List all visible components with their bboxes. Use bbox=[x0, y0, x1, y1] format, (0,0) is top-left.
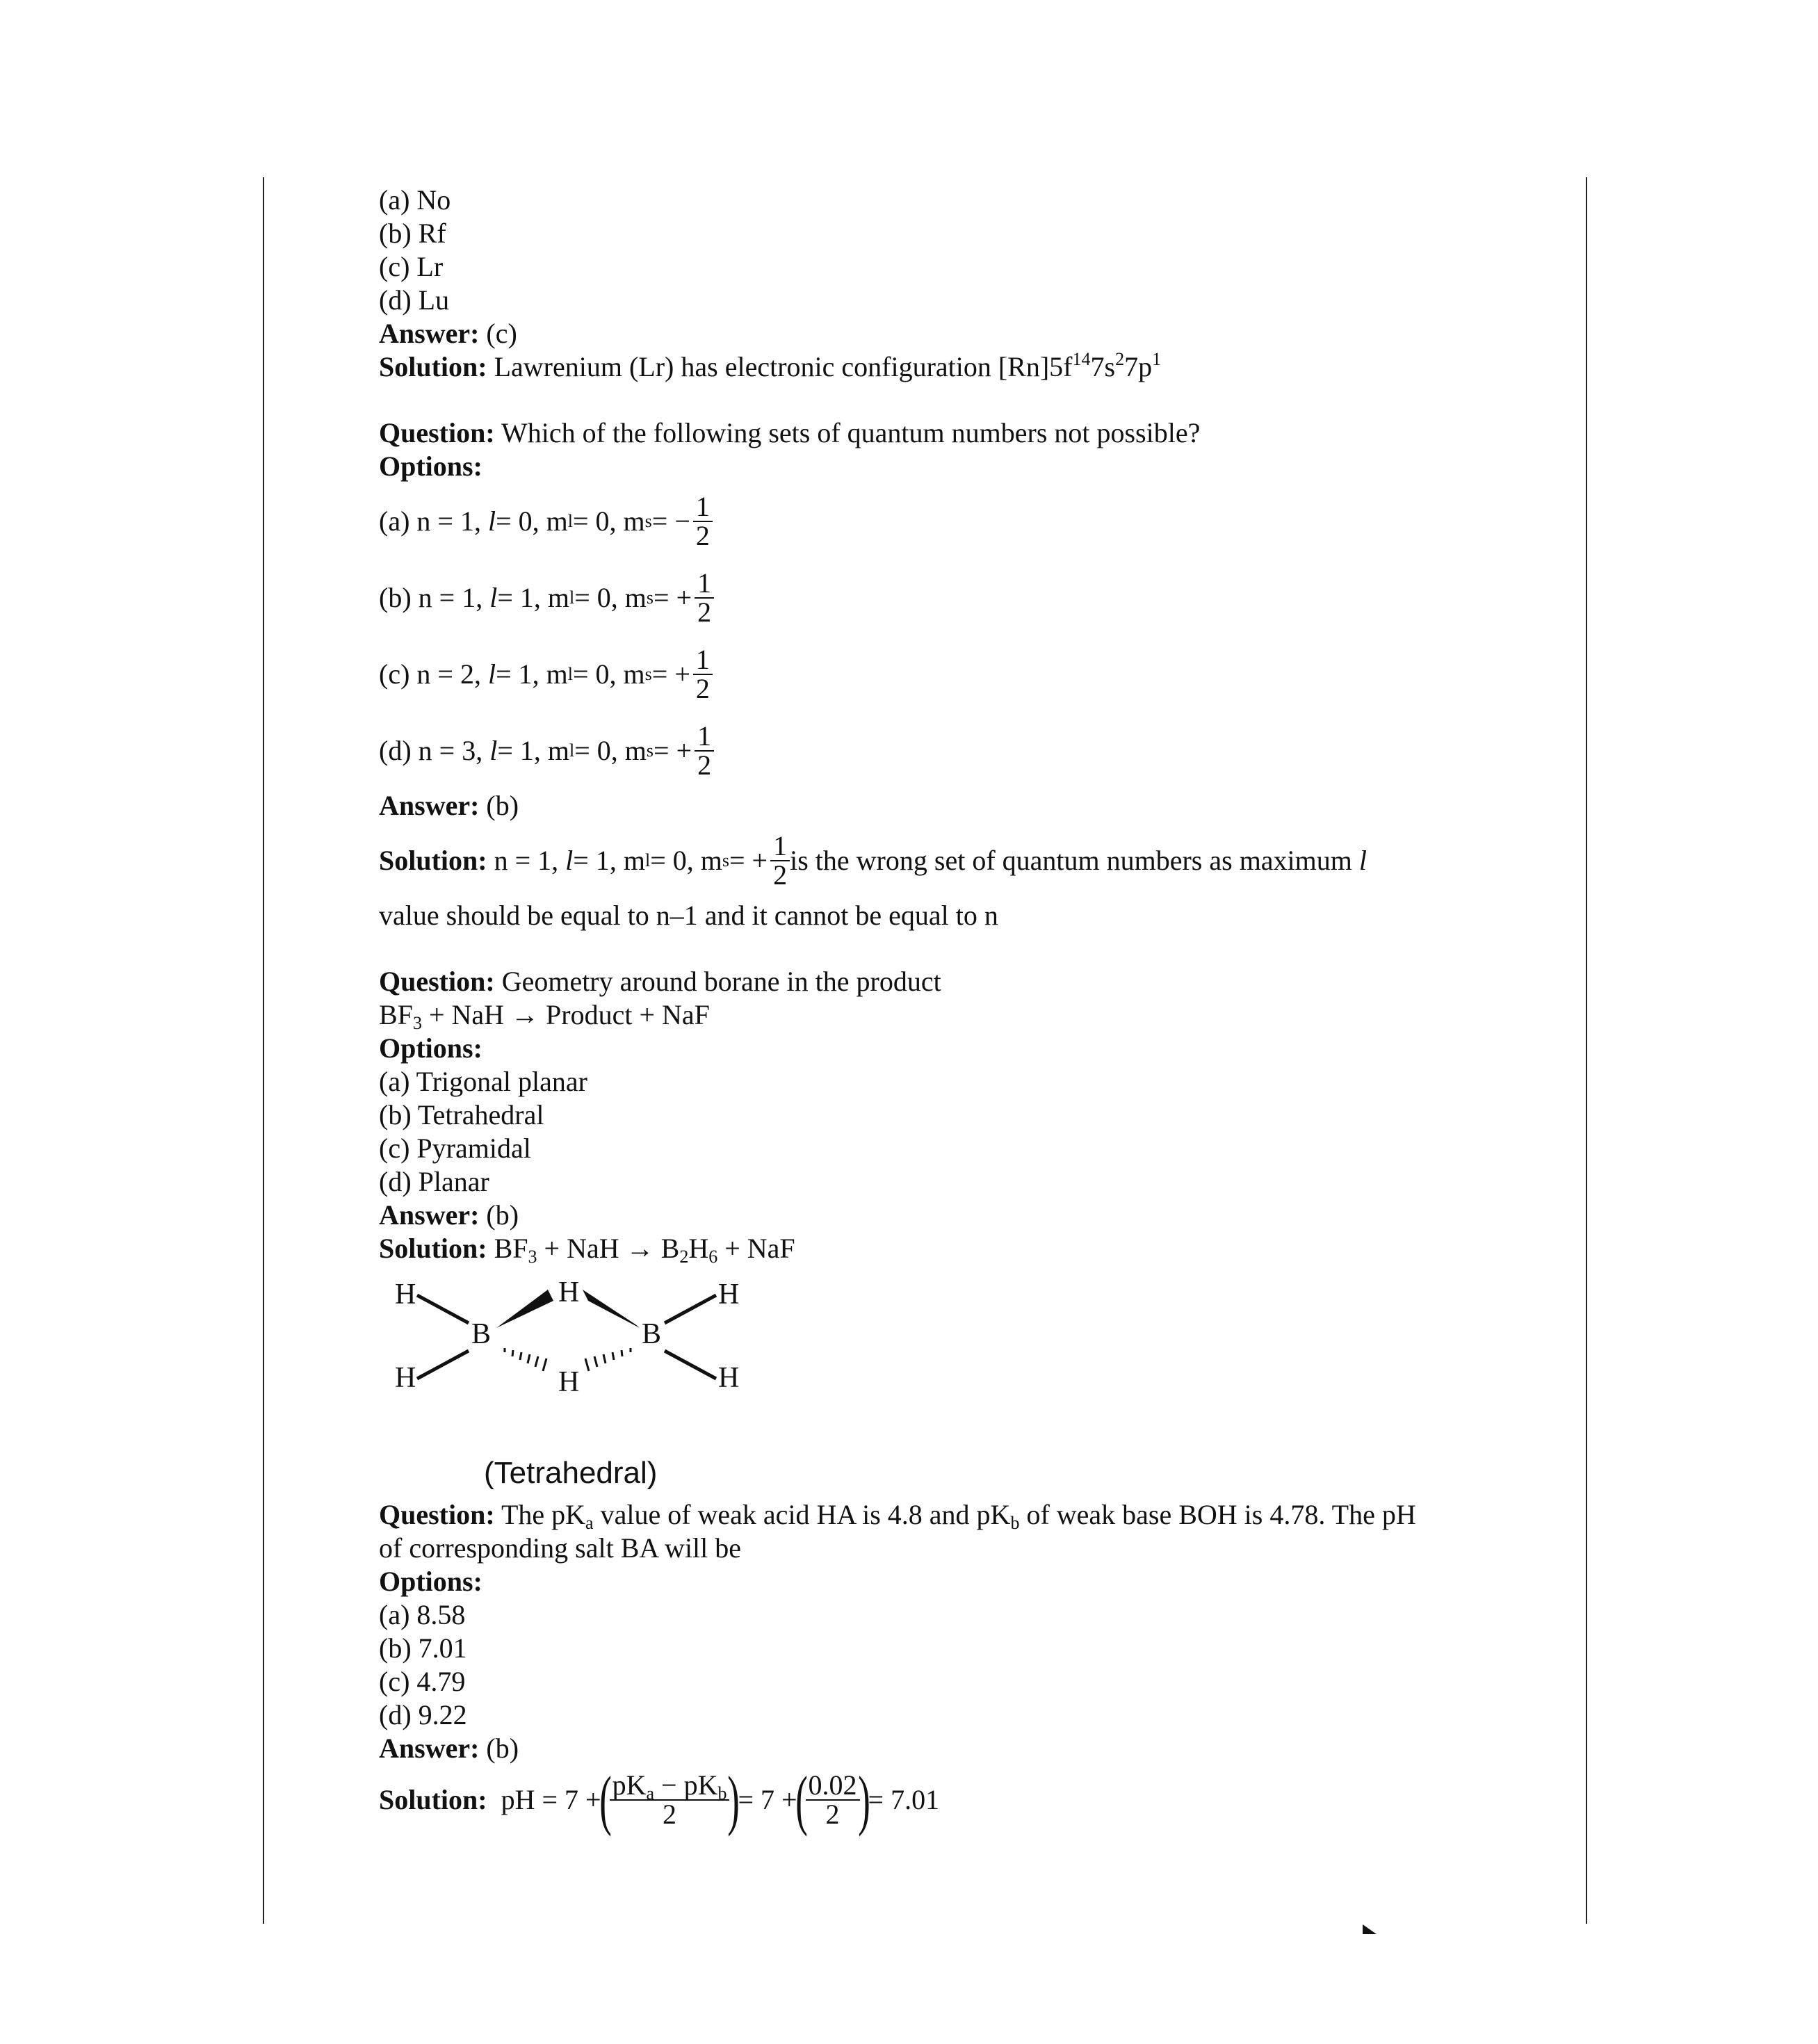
atom-h-top-left: H bbox=[395, 1279, 416, 1311]
q2-question: Question: Which of the following sets of quantum numbers not possible? bbox=[379, 417, 1201, 448]
q4-option-d: (d) 9.22 bbox=[379, 1699, 467, 1730]
diborane-structure bbox=[381, 1262, 833, 1498]
q2-options-label: Options: bbox=[379, 451, 482, 482]
q1-answer: Answer: (c) bbox=[379, 318, 517, 349]
q4-option-b: (b) 7.01 bbox=[379, 1632, 467, 1664]
atom-h-bridge-top: H bbox=[558, 1276, 580, 1308]
atom-b-right: B bbox=[642, 1318, 662, 1350]
q3-option-a: (a) Trigonal planar bbox=[379, 1066, 587, 1097]
q2-solution-line2: value should be equal to n–1 and it cannot be equal to n bbox=[379, 900, 998, 931]
q4-option-c: (c) 4.79 bbox=[379, 1666, 466, 1697]
q2-option-a: (a) n = 1, l = 0, m l = 0, m s = − $\frac{1}{2}$ bbox=[379, 483, 1470, 560]
q4-answer: Answer: (b) bbox=[379, 1733, 519, 1764]
fraction-value: $\frac{0.02}{2}$ bbox=[806, 1771, 860, 1828]
q1-solution: Solution: Lawrenium (Lr) has electronic configuration $[Rn]5f^{14}7s^27p^1$ bbox=[379, 349, 1162, 382]
q3-reaction: $BF_3$ + NaH → Product + NaF bbox=[379, 999, 710, 1033]
q3-solution: Solution: $BF_3$ + NaH → $B_2H_6$ + NaF bbox=[379, 1233, 795, 1267]
atom-h-bottom-right: H bbox=[718, 1362, 740, 1394]
q1-option-a: (a) No bbox=[379, 184, 451, 216]
q4-options-label: Options: bbox=[379, 1566, 482, 1597]
atom-h-bottom-left: H bbox=[395, 1362, 416, 1394]
q3-answer: Answer: (b) bbox=[379, 1199, 519, 1231]
cursor-arrow-icon bbox=[1363, 1924, 1377, 1934]
diagram-caption: (Tetrahedral) bbox=[484, 1456, 658, 1490]
q4-question: Question: The $pK_a$ value of weak acid HA is 4.8 and $pK_b$ of weak base BOH is 4.78. The pH bbox=[379, 1499, 1416, 1533]
q3-option-b: (b) Tetrahedral bbox=[379, 1099, 544, 1130]
paren-close: ) bbox=[727, 1762, 740, 1837]
q4-option-a: (a) 8.58 bbox=[379, 1599, 466, 1630]
atom-h-top-right: H bbox=[718, 1279, 740, 1311]
paren-open-2: ( bbox=[795, 1762, 808, 1837]
atom-b-left: B bbox=[471, 1318, 492, 1350]
q2-solution: Solution: n = 1, l = 1, m l = 0, m s = + $\frac{1}{2}$ is the wrong set of quantum numbers as maximum l bbox=[379, 830, 1367, 891]
document-content bbox=[379, 184, 1470, 1265]
page-border-right bbox=[1586, 177, 1587, 1924]
fraction-pka-pkb: $\frac{pK_a - pK_b}{2}$ bbox=[610, 1771, 730, 1828]
q3-option-c: (c) Pyramidal bbox=[379, 1133, 531, 1164]
q4-solution: Solution: pH = 7 + ( $\frac{pK_a - pK_b}{2}$ ) = 7 + ( $\frac{0.02}{2}$ ) = 7.01 bbox=[379, 1762, 940, 1837]
q3-question: Question: Geometry around borane in the product bbox=[379, 966, 941, 997]
q2-option-c: (c) n = 2, l = 1, m l = 0, m s = + $\frac{1}{2}$ bbox=[379, 636, 1470, 713]
q2-option-b: (b) n = 1, l = 1, m l = 0, m s = + $\frac{1}{2}$ bbox=[379, 560, 1470, 636]
q4-question-line2: of corresponding salt BA will be bbox=[379, 1532, 742, 1564]
q1-option-c: (c) Lr bbox=[379, 251, 444, 282]
q2-answer: Answer: (b) bbox=[379, 790, 519, 821]
q3-options-label: Options: bbox=[379, 1032, 482, 1064]
q4-block bbox=[379, 1498, 1470, 1835]
q1-option-d: (d) Lu bbox=[379, 284, 450, 316]
page-border-left bbox=[263, 177, 264, 1924]
paren-open: ( bbox=[599, 1762, 612, 1837]
q1-option-b: (b) Rf bbox=[379, 218, 446, 249]
atom-h-bridge-bottom: H bbox=[558, 1366, 580, 1398]
paren-close-2: ) bbox=[857, 1762, 870, 1837]
q2-option-d: (d) n = 3, l = 1, m l = 0, m s = + $\frac{1}{2}$ bbox=[379, 713, 1470, 789]
q3-option-d: (d) Planar bbox=[379, 1166, 489, 1197]
